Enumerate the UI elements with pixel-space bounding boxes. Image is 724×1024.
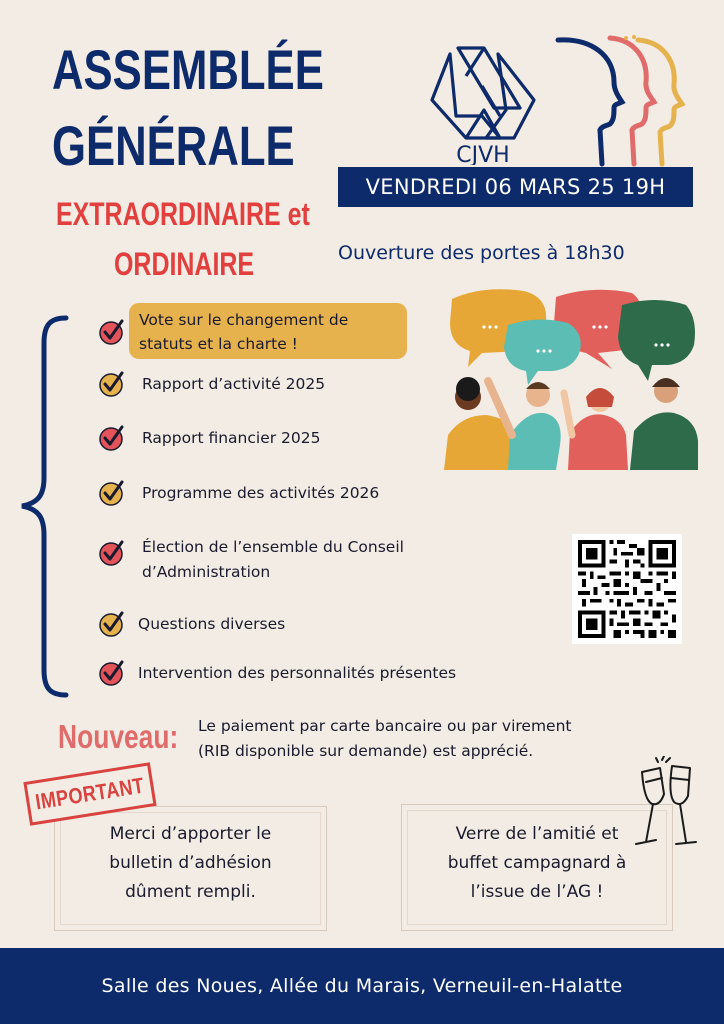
important-stamp-text: IMPORTANT <box>33 772 147 815</box>
agenda-item-7 <box>98 659 456 687</box>
check-icon <box>98 479 126 507</box>
agenda-item-3-label: Rapport financier 2025 <box>142 428 321 447</box>
agenda-item-2-label: Rapport d’activité 2025 <box>142 374 326 393</box>
champagne-glasses-icon <box>622 756 712 856</box>
friendship-line-3: l’issue de l’AG ! <box>470 882 604 903</box>
check-icon <box>98 610 126 638</box>
footer-address: Salle des Noues, Allée du Marais, Verneuil-en-Halatte <box>0 948 724 1024</box>
agenda-item-5 <box>98 535 404 585</box>
important-line-1: Merci d’apporter le <box>109 824 272 844</box>
nouveau-label: Nouveau: <box>58 718 179 755</box>
qr-code[interactable] <box>572 534 682 644</box>
check-icon <box>98 370 126 398</box>
check-icon <box>98 424 126 452</box>
check-icon <box>98 539 126 567</box>
cjvh-logo <box>428 40 538 165</box>
agenda-item-1-line1: Vote sur le changement de <box>139 311 349 329</box>
agenda-item-6-label: Questions diverses <box>138 614 286 633</box>
payment-note-line1: Le paiement par carte bancaire ou par virement <box>198 717 572 735</box>
important-line-3: dûment rempli. <box>125 882 256 903</box>
agenda-item-1-line2: statuts et la charte ! <box>139 335 298 354</box>
check-icon <box>98 659 126 687</box>
agenda-item-3 <box>98 424 321 452</box>
title-line-1: ASSEMBLÉE <box>52 38 324 101</box>
subtitle-line-2: ORDINAIRE <box>114 246 255 282</box>
people-discussion-illustration <box>442 285 702 470</box>
title-line-2: GÉNÉRALE <box>52 114 295 177</box>
agenda-item-2 <box>98 370 325 398</box>
friendship-line-2: buffet campagnard à <box>447 853 627 874</box>
doors-opening: Ouverture des portes à 18h30 <box>338 242 625 264</box>
agenda-item-5-line2: d’Administration <box>142 562 271 581</box>
heads-profile-icon <box>552 32 692 172</box>
subtitle-line-1: EXTRAORDINAIRE et <box>56 196 310 232</box>
curly-brace-icon <box>14 313 74 700</box>
agenda-item-5-line1: Élection de l’ensemble du Conseil <box>142 538 404 556</box>
agenda-item-1 <box>98 318 126 346</box>
payment-note-line2: (RIB disponible sur demande) est apprécié. <box>198 741 534 760</box>
important-box-text <box>54 820 327 908</box>
triangle-knot-logo-icon <box>432 48 534 138</box>
check-icon <box>98 318 126 346</box>
date-banner: VENDREDI 06 MARS 25 19H <box>338 167 693 207</box>
agenda-item-6 <box>98 610 285 638</box>
agenda-highlight <box>129 303 407 359</box>
agenda-item-4 <box>98 479 379 507</box>
friendship-line-1: Verre de l’amitié et <box>455 824 619 844</box>
logo-text: CJVH <box>456 143 510 165</box>
important-line-2: bulletin d’adhésion <box>109 853 272 874</box>
payment-note <box>198 714 678 764</box>
agenda-item-4-label: Programme des activités 2026 <box>142 483 380 502</box>
agenda-item-7-label: Intervention des personnalités présentes <box>138 663 457 682</box>
